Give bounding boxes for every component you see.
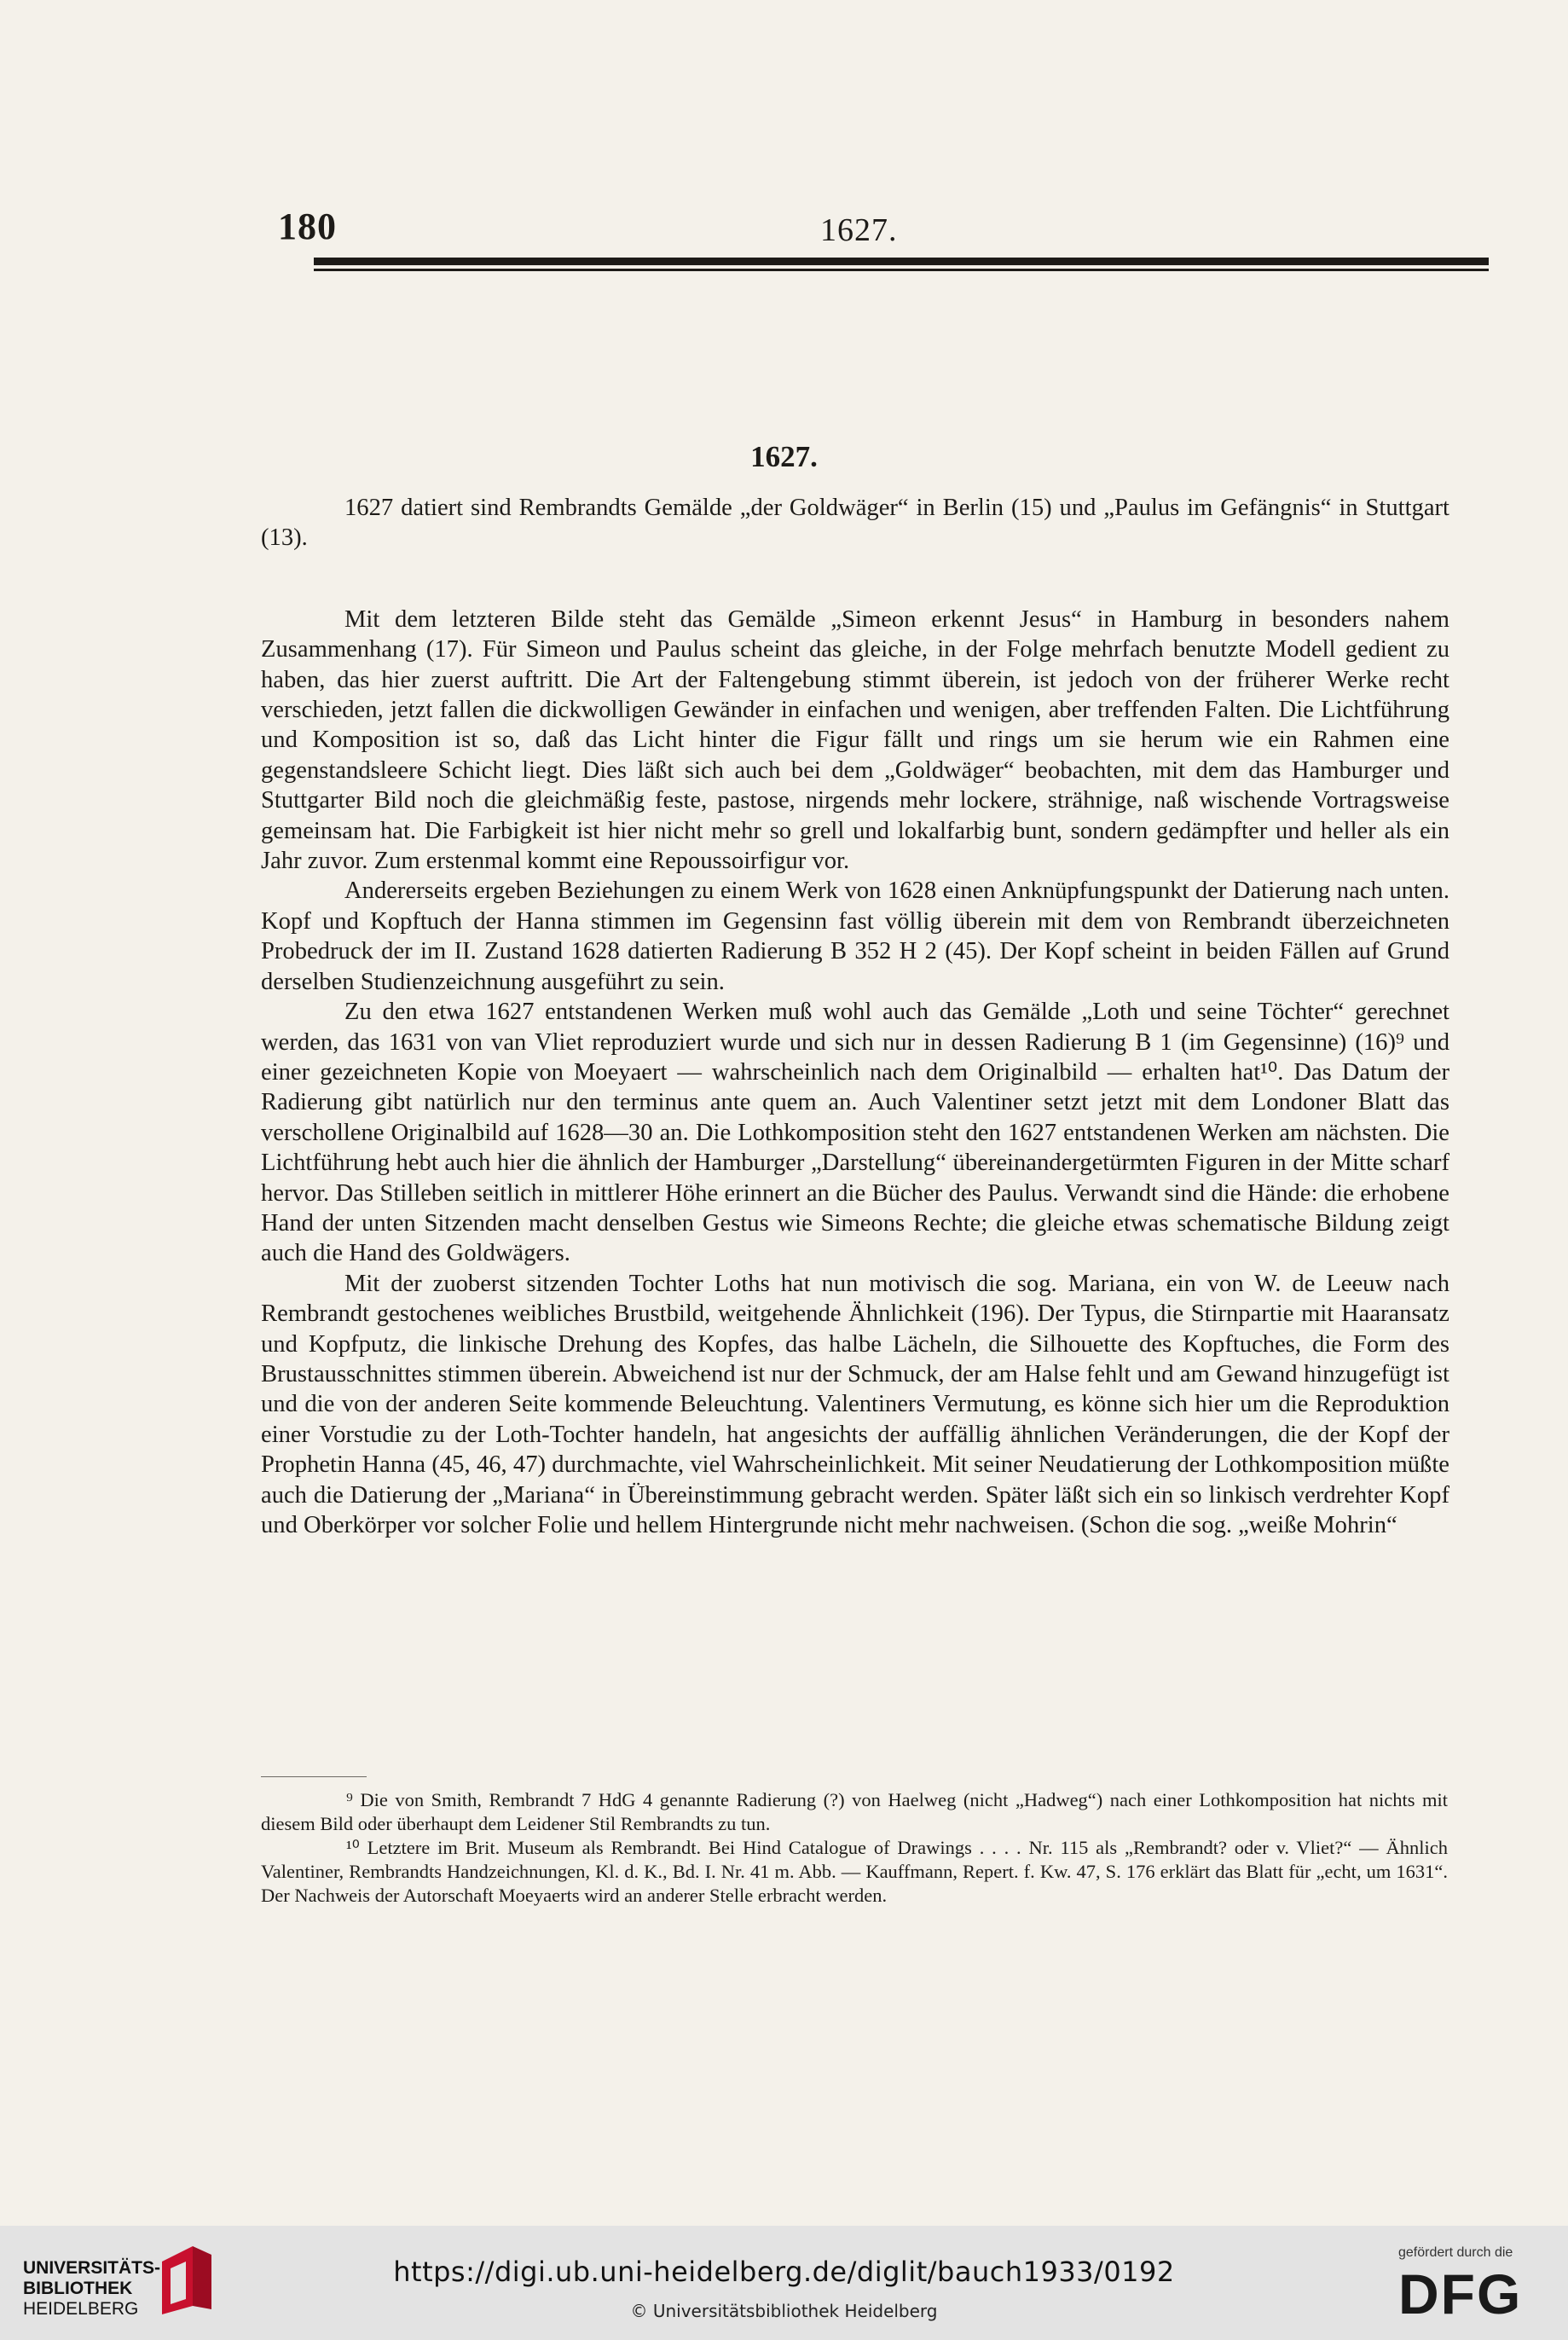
footnote: ¹⁰ Letztere im Brit. Museum als Rembrandt. Bei Hind Catalogue of Drawings . . . . Nr. 115 als „Rembrandt? oder v. Vliet?“ — Ähnlich Valentiner, Rembrandts Handzeichnungen, Kl. d. K., Bd. I. Nr. 41 m. Abb. — Kauffmann, Repert. f. Kw. 47, S. 176 erklärt das Blatt für „echt, um 1631“. Der Nachweis der Autorschaft Moeyaerts wird an anderer Stelle erbracht werden.: [261, 1837, 1448, 1906]
footnote-separator: [261, 1776, 367, 1777]
paragraph: Mit dem letzteren Bilde steht das Gemälde „Simeon erkennt Jesus“ in Hamburg in besonders nahem Zusammenhang (17). Für Simeon und Paulus scheint das gleiche, in der Folge mehrfach benutzte Modell gedient zu haben, das hier zuerst auftritt. Die Art der Faltengebung stimmt überein, ist jedoch von der früherer Werke recht verschieden, jetzt fallen die dickwolligen Gewänder in einfachen und wenigen, aber treffenden Falten. Die Lichtführung und Komposition ist so, daß das Licht hinter die Figur fällt und rings um sie herum wie ein Rahmen eine gegenstandsleere Schicht liegt. Dies läßt sich auch bei dem „Goldwäger“ beobachten, mit dem das Hamburger und Stuttgarter Bild noch die gleichmäßig feste, pastose, nirgends mehr lockere, strähnige, naß wischende Vortragsweise gemeinsam hat. Die Farbigkeit ist hier nicht mehr so grell und lokalfarbig bunt, sondern gedämpfter und heller als ein Jahr zuvor. Zum erstenmal kommt eine Repoussoirfigur vor.: [261, 605, 1449, 875]
section-title: 1627.: [750, 440, 818, 473]
copyright-notice: © Universitätsbibliothek Heidelberg: [630, 2301, 938, 2321]
footnotes: [261, 1788, 1448, 1908]
body-text: [261, 493, 1449, 1540]
library-name-line1: UNIVERSITÄTS-: [23, 2258, 161, 2278]
paragraph: Mit der zuoberst sitzenden Tochter Loths hat nun motivisch die sog. Mariana, ein von W. de Leeuw nach Rembrandt gestochenes weibliches Brustbild, weitgehende Ähnlichkeit (196). Der Typus, die Stirnpartie mit Haaransatz und Kopfputz, die linkische Drehung des Kopfes, das halbe Lächeln, die Silhouette des Kopftuches, die Form des Brustausschnittes stimmen überein. Abweichend ist nur der Schmuck, der am Halse fehlt und am Gewand hinzugefügt ist und die von der anderen Seite kommende Beleuchtung. Valentiners Vermutung, es könne sich hier um die Reproduktion einer Vorstudie zu der Loth-Tochter handeln, hat angesichts der auffällig ähnlichen Veränderungen, die der Kopf der Prophetin Hanna (45, 46, 47) durchmachte, viel Wahrscheinlichkeit. Mit seiner Neudatierung der Lothkomposition müßte auch die Datierung der „Mariana“ in Übereinstimmung gebracht werden. Später läßt sich ein so linkisch verdrehter Kopf und Oberkörper vor solcher Folie und hellem Hintergrunde nicht mehr nachweisen. (Schon die sog. „weiße Mohrin“: [261, 1270, 1449, 1538]
paragraph: Zu den etwa 1627 entstandenen Werken muß wohl auch das Gemälde „Loth und seine Töchter“ gerechnet werden, das 1631 von van Vliet reproduziert wurde und sich nur in dessen Radierung B 1 (im Gegensinne) (16)⁹ und einer gezeichneten Kopie von Moeyaert — wahrscheinlich nach dem Originalbild — erhalten hat¹⁰. Das Datum der Radierung gibt natürlich nur den terminus ante quem an. Auch Valentiner setzt jetzt mit dem Londoner Blatt das verschollene Originalbild auf 1628—30 an. Die Lothkomposition steht den 1627 entstandenen Werken am nächsten. Die Lichtführung hebt auch hier die ähnlich der Hamburger „Darstellung“ übereinandergetürmten Figuren in der Mitte scharf hervor. Das Stilleben seitlich in mittlerer Höhe erinnert an die Bücher des Paulus. Verwandt sind die Hände: die erhobene Hand der unten Sitzenden macht denselben Gestus wie Simeons Rechte; die gleiche etwas schematische Bildung zeigt auch die Hand des Goldwägers.: [261, 999, 1449, 1267]
funder-caption: gefördert durch die: [1398, 2245, 1513, 2260]
footnote: ⁹ Die von Smith, Rembrandt 7 HdG 4 genannte Radierung (?) von Haelweg (nicht „Hadweg“) nach einer Lothkomposition hat nichts mit diesem Bild oder überhaupt dem Leidener Stil Rembrandts zu tun.: [261, 1789, 1448, 1834]
running-head: 1627.: [820, 212, 898, 248]
library-name-line3: HEIDELBERG: [23, 2299, 139, 2319]
library-name-line2: BIBLIOTHEK: [23, 2279, 133, 2298]
page-number: 180: [278, 206, 337, 247]
header-rule-thick: [314, 258, 1489, 265]
dfg-logo-icon[interactable]: DFG: [1398, 2262, 1523, 2326]
paragraph: 1627 datiert sind Rembrandts Gemälde „der Goldwäger“ in Berlin (15) und „Paulus im Gefängnis“ in Stuttgart (13).: [261, 495, 1449, 552]
paragraph: Andererseits ergeben Beziehungen zu einem Werk von 1628 einen Anknüpfungspunkt der Datierung nach unten. Kopf und Kopftuch der Hanna stimmen im Gegensinn fast völlig überein mit dem von Rembrandt überzeichneten Probedruck der im II. Zustand 1628 datierten Radierung B 352 H 2 (45). Der Kopf scheint in beiden Fällen auf Grund derselben Studienzeichnung ausgeführt zu sein.: [261, 878, 1449, 995]
header-rule-thin: [314, 269, 1489, 271]
permalink-url[interactable]: https://digi.ub.uni-heidelberg.de/diglit/bauch1933/0192: [393, 2256, 1175, 2288]
